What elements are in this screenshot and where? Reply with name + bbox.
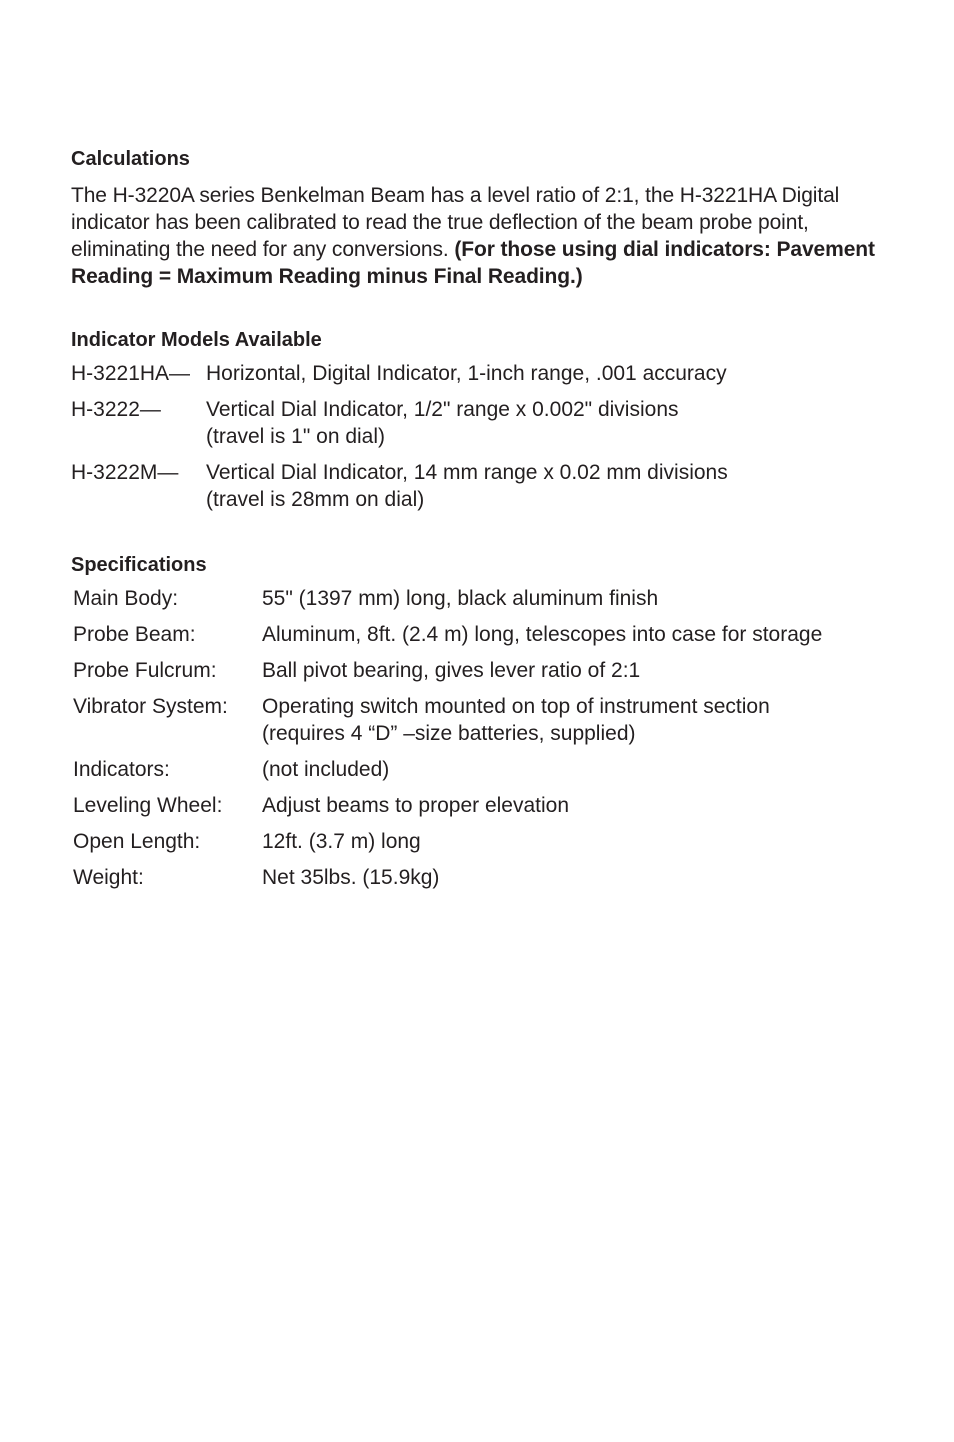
calculations-paragraph bbox=[71, 182, 891, 290]
spec-value bbox=[262, 693, 891, 747]
indicator-models-section bbox=[71, 326, 891, 513]
spec-value bbox=[262, 864, 891, 891]
model-code: H-3221HA— bbox=[71, 362, 191, 385]
spec-label: Vibrator System: bbox=[73, 695, 228, 718]
list-item bbox=[71, 459, 891, 513]
spec-value-line: Net 35lbs. (15.9kg) bbox=[262, 866, 440, 889]
model-description-line: (travel is 28mm on dial) bbox=[206, 488, 425, 511]
spec-value-line: 12ft. (3.7 m) long bbox=[262, 830, 421, 853]
spec-label: Main Body: bbox=[73, 587, 179, 610]
table-row bbox=[73, 828, 891, 855]
model-description bbox=[206, 360, 891, 387]
indicator-models-list bbox=[71, 360, 891, 513]
model-code: H-3222— bbox=[71, 398, 161, 421]
calculations-text: The H-3220A series Benkelman Beam has a level ratio of 2:1, the H-3221HA Digital indicator has been calibrated to read the true deflection of the beam probe point, eliminating the need for any conversions. bbox=[71, 184, 840, 261]
model-description bbox=[206, 396, 891, 450]
spec-value bbox=[262, 657, 891, 684]
table-row bbox=[73, 657, 891, 684]
spec-label: Probe Beam: bbox=[73, 623, 196, 646]
table-row bbox=[73, 621, 891, 648]
model-description-line: Horizontal, Digital Indicator, 1-inch range, .001 accuracy bbox=[206, 362, 727, 385]
model-code: H-3222M— bbox=[71, 461, 179, 484]
spec-value bbox=[262, 792, 891, 819]
calculations-section bbox=[71, 145, 891, 290]
spec-label: Leveling Wheel: bbox=[73, 794, 223, 817]
table-row bbox=[73, 693, 891, 747]
spec-value bbox=[262, 621, 891, 648]
spec-value-line: Aluminum, 8ft. (2.4 m) long, telescopes into case for storage bbox=[262, 623, 823, 646]
list-item bbox=[71, 396, 891, 450]
specifications-heading: Specifications bbox=[71, 554, 207, 576]
spec-value bbox=[262, 756, 891, 783]
spec-value-line: (not included) bbox=[262, 758, 390, 781]
spec-value bbox=[262, 828, 891, 855]
spec-label: Open Length: bbox=[73, 830, 201, 853]
calculations-note: (For those using dial indicators: Pavement Reading = Maximum Reading minus Final Reading.) bbox=[71, 238, 875, 288]
spec-value-line: Operating switch mounted on top of instrument section bbox=[262, 695, 770, 718]
spec-label: Weight: bbox=[73, 866, 144, 889]
specifications-table bbox=[73, 585, 891, 891]
table-row bbox=[73, 792, 891, 819]
spec-label: Probe Fulcrum: bbox=[73, 659, 217, 682]
calculations-heading: Calculations bbox=[71, 148, 190, 170]
spec-value-line: Adjust beams to proper elevation bbox=[262, 794, 570, 817]
indicator-models-heading: Indicator Models Available bbox=[71, 329, 322, 351]
table-row bbox=[73, 756, 891, 783]
specifications-section bbox=[71, 551, 891, 891]
table-row bbox=[73, 585, 891, 612]
spec-label: Indicators: bbox=[73, 758, 170, 781]
spec-value-line: Ball pivot bearing, gives lever ratio of 2:1 bbox=[262, 659, 641, 682]
spec-value bbox=[262, 585, 891, 612]
document-page bbox=[71, 145, 891, 900]
spec-value-line: (requires 4 “D” –size batteries, supplied) bbox=[262, 722, 636, 745]
model-description-line: (travel is 1" on dial) bbox=[206, 425, 386, 448]
list-item bbox=[71, 360, 891, 387]
spec-value-line: 55" (1397 mm) long, black aluminum finish bbox=[262, 587, 659, 610]
model-description-line: Vertical Dial Indicator, 14 mm range x 0.02 mm divisions bbox=[206, 461, 728, 484]
table-row bbox=[73, 864, 891, 891]
model-description-line: Vertical Dial Indicator, 1/2" range x 0.002" divisions bbox=[206, 398, 679, 421]
model-description bbox=[206, 459, 891, 513]
